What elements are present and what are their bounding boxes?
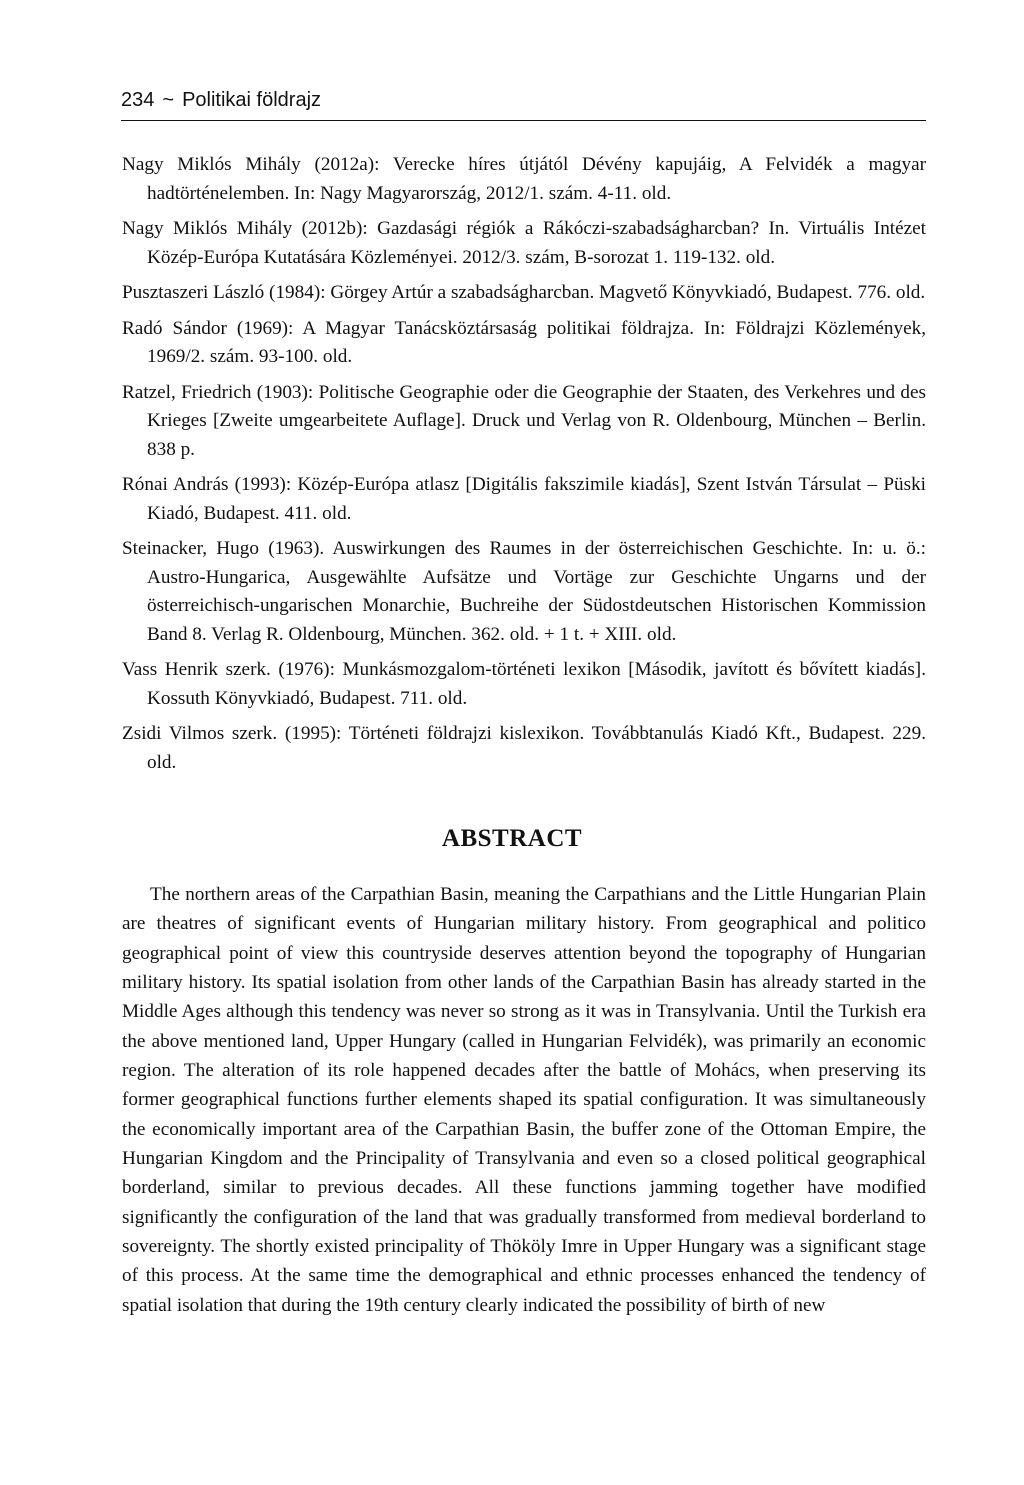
reference-entry: Vass Henrik szerk. (1976): Munkásmozgalom-történeti lexikon [Második, javított és bővített kiadás]. Kossuth Könyvkiadó, Budapest. 711. old. bbox=[122, 659, 926, 709]
reference-entry: Radó Sándor (1969): A Magyar Tanácsköztársaság politikai földrajza. In: Földrajzi Közlemények, 1969/2. szám. 93-100. old. bbox=[122, 317, 926, 367]
reference-entry: Zsidi Vilmos szerk. (1995): Történeti földrajzi kislexikon. Továbbtanulás Kiadó Kft., Budapest. 229. old. bbox=[122, 723, 926, 773]
running-head-title: Politikai földrajz bbox=[182, 89, 322, 111]
reference-list bbox=[122, 151, 926, 784]
reference-entry: Nagy Miklós Mihály (2012a): Verecke híres útjától Dévény kapujáig, A Felvidék a magyar hadtörténelemben. In: Nagy Magyarország, 2012/1. szám. 4-11. old. bbox=[122, 154, 926, 204]
header-separator: ~ bbox=[162, 89, 175, 111]
reference-entry: Rónai András (1993): Közép-Európa atlasz [Digitális fakszimile kiadás], Szent István Társulat – Püski Kiadó, Budapest. 411. old. bbox=[122, 474, 926, 524]
reference-entry: Nagy Miklós Mihály (2012b): Gazdasági régiók a Rákóczi-szabadságharcban? In. Virtuális Intézet Közép-Európa Kutatására Közleményei. 2012/3. szám, B-sorozat 1. 119-132. old. bbox=[122, 218, 926, 268]
abstract-heading: ABSTRACT bbox=[441, 825, 583, 852]
abstract-body: The northern areas of the Carpathian Basin, meaning the Carpathians and the Little Hungarian Plain are theatres of significant events of Hungarian military history. From geographical and politico geographical point of view this countryside deserves attention beyond the topography of Hungarian military history. Its spatial isolation from other lands of the Carpathian Basin has already started in the Middle Ages although this tendency was never so strong as it was in Transylvania. Until the Turkish era the above mentioned land, Upper Hungary (called in Hungarian Felvidék), was primarily an economic region. The alteration of its role happened decades after the battle of Mohács, when preserving its former geographical functions further elements shaped its spatial configuration. It was simultaneously the economically important area of the Carpathian Basin, the buffer zone of the Ottoman Empire, the Hungarian Kingdom and the Principality of Transylvania and even so a closed political geographical borderland, similar to previous decades. All these functions jamming together have modified significantly the configuration of the land that was gradually transformed from medieval borderland to sovereignty. The shortly existed principality of Thököly Imre in Upper Hungary was a significant stage of this process. At the same time the demographical and ethnic processes enhanced the tendency of spatial isolation that during the 19th century clearly indicated the possibility of birth of new bbox=[122, 884, 926, 1316]
reference-entry: Steinacker, Hugo (1963). Auswirkungen des Raumes in der österreichischen Geschichte. In: u. ö.: Austro-Hungarica, Ausgewählte Aufsätze und Vortäge zur Geschichte Ungarns und der österreichisch-ungarischen Monarchie, Buchreihe der Südostdeutschen Historischen Kommission Band 8. Verlag R. Oldenbourg, München. 362. old. + 1 t. + XIII. old. bbox=[122, 538, 926, 645]
reference-entry: Pusztaszeri László (1984): Görgey Artúr a szabadságharcban. Magvető Könyvkiadó, Budapest. 776. old. bbox=[122, 282, 926, 303]
reference-entry: Ratzel, Friedrich (1903): Politische Geographie oder die Geographie der Staaten, des Verkehres und des Krieges [Zweite umgearbeitete Auflage]. Druck und Verlag von R. Oldenbourg, München – Berlin. 838 p. bbox=[122, 381, 926, 460]
running-head bbox=[121, 88, 926, 121]
page-number: 234 bbox=[121, 89, 155, 111]
